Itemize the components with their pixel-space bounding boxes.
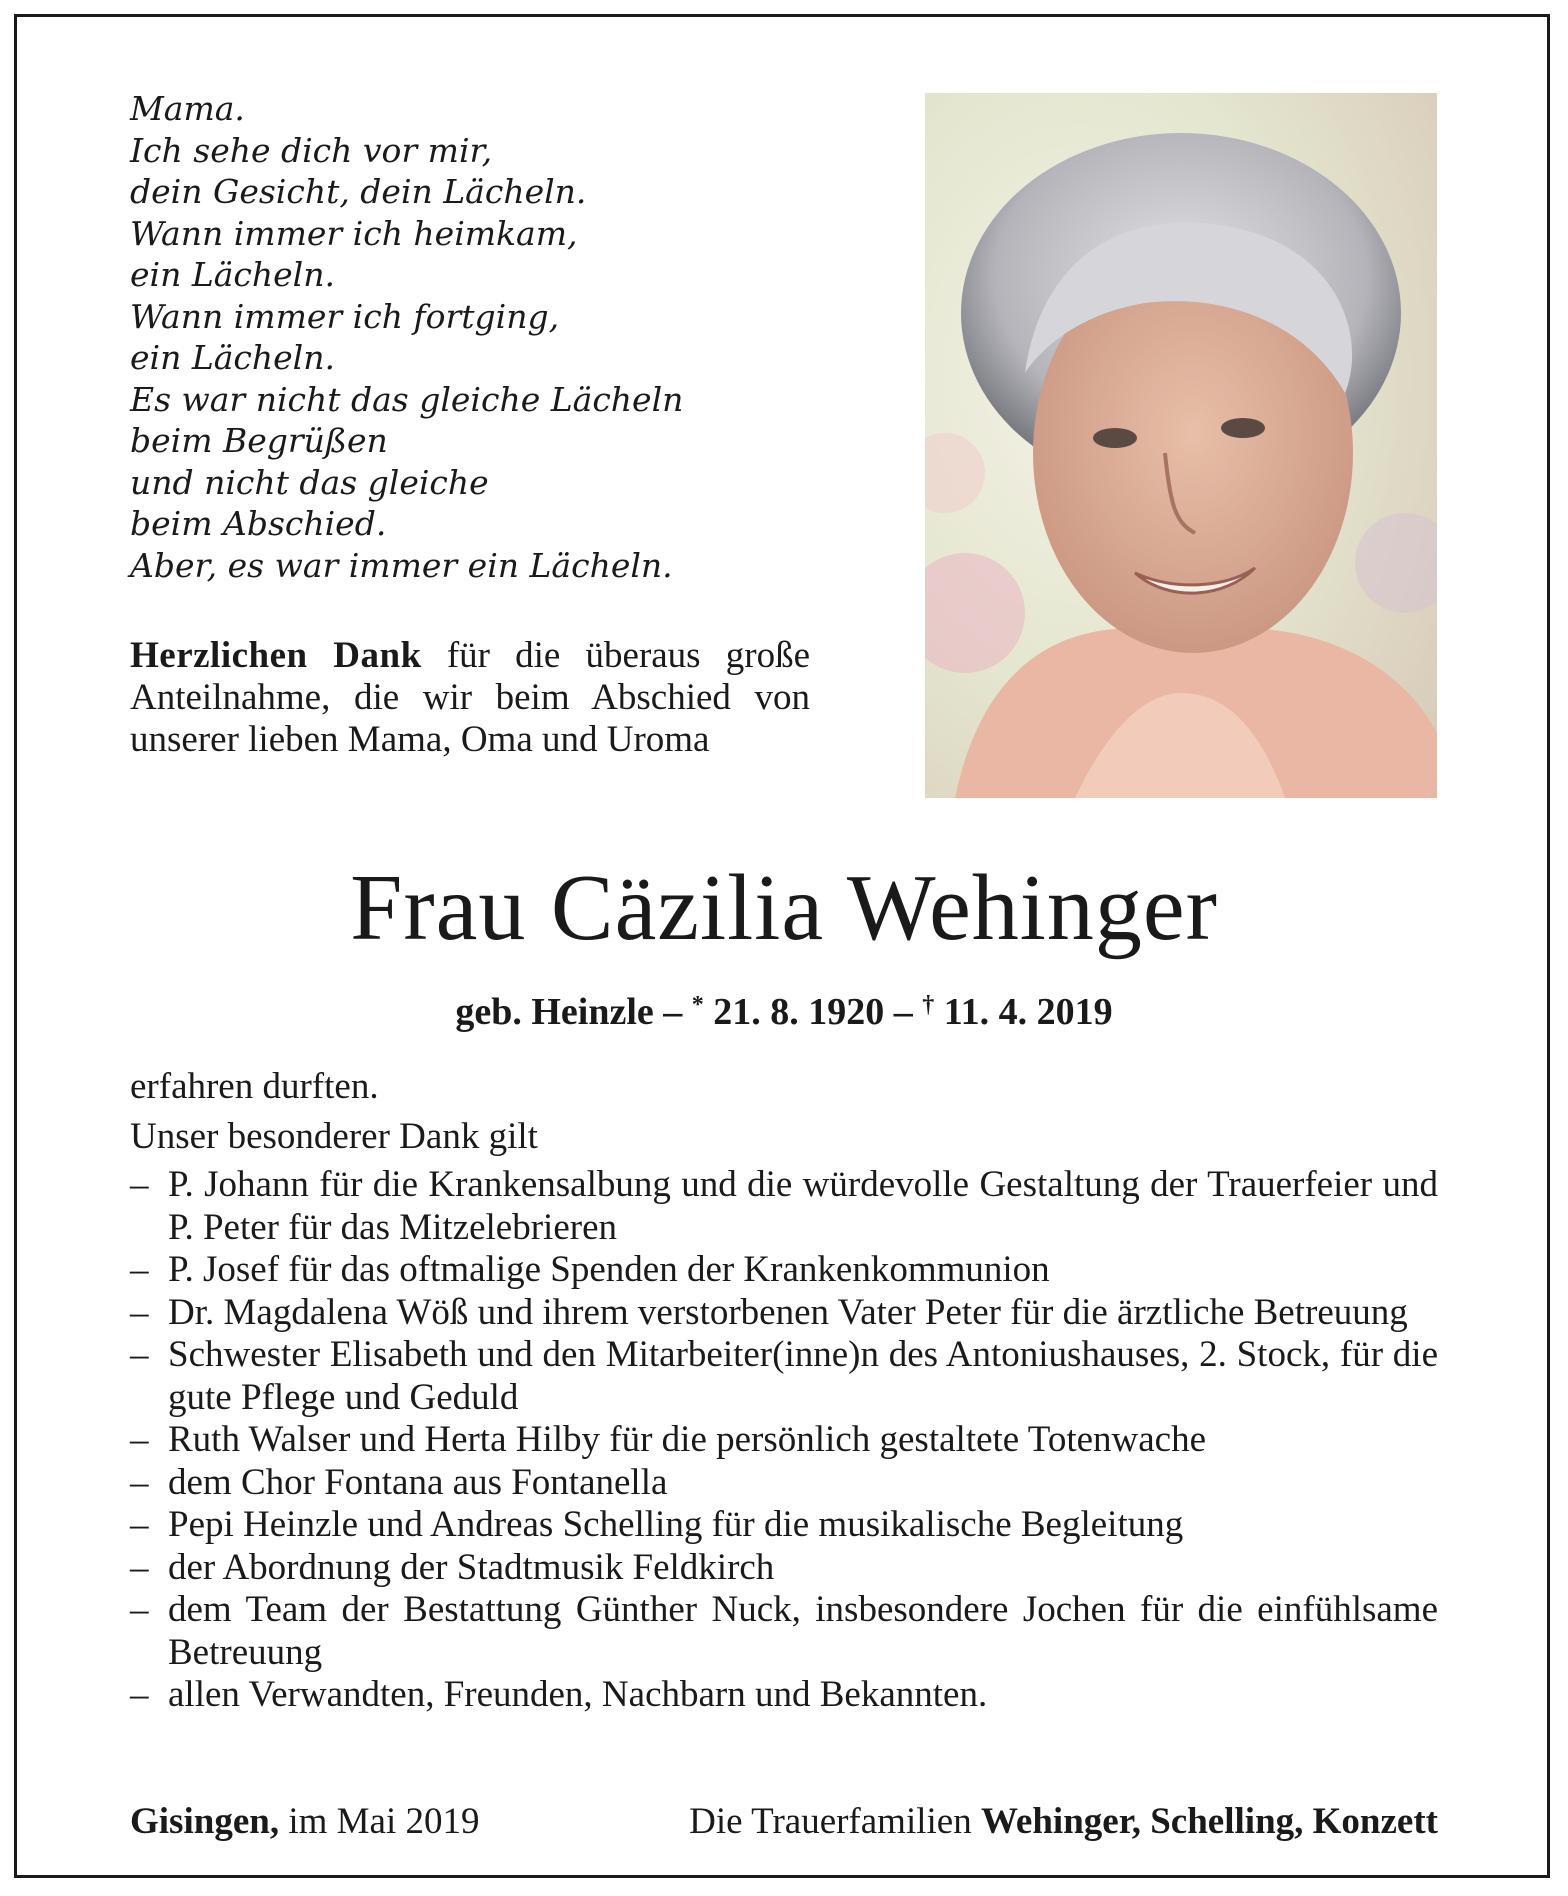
list-item bbox=[130, 1334, 1438, 1419]
thanks-rest: für die überaus große Anteilnahme, die wir beim Abschied von unserer lieben Mama, Oma und Uroma bbox=[130, 635, 810, 760]
poem bbox=[130, 88, 830, 586]
poem-line: beim Begrüßen bbox=[130, 421, 388, 460]
list-dash: – bbox=[130, 1674, 149, 1715]
list-item bbox=[130, 1249, 1438, 1292]
list-item bbox=[130, 1674, 1438, 1717]
thanks-body bbox=[130, 1066, 1438, 1717]
thanks-paragraph bbox=[130, 635, 810, 761]
list-dash: – bbox=[130, 1589, 149, 1630]
family-prefix: Die Trauerfamilien bbox=[689, 1801, 981, 1842]
list-item bbox=[130, 1589, 1438, 1674]
list-item bbox=[130, 1504, 1438, 1547]
deceased-dates bbox=[0, 983, 1568, 1034]
list-item-text: Ruth Walser und Herta Hilby für die persönlich gestaltete Totenwache bbox=[168, 1419, 1207, 1460]
place: Gisingen, bbox=[130, 1801, 280, 1842]
poem-line: Mama. bbox=[130, 89, 245, 128]
list-dash: – bbox=[130, 1419, 149, 1460]
list-item bbox=[130, 1547, 1438, 1590]
list-dash: – bbox=[130, 1504, 149, 1545]
separator: – bbox=[884, 991, 923, 1033]
continued-text: erfahren durften. bbox=[130, 1066, 379, 1107]
birth-symbol: * bbox=[691, 992, 704, 1018]
death-date: 11. 4. 2019 bbox=[934, 991, 1113, 1033]
list-item bbox=[130, 1292, 1438, 1335]
list-item-text: dem Chor Fontana aus Fontanella bbox=[168, 1461, 668, 1503]
list-item bbox=[130, 1419, 1438, 1462]
list-dash: – bbox=[130, 1334, 149, 1375]
birth-date: 21. 8. 1920 bbox=[703, 991, 885, 1033]
poem-line: ein Lächeln. bbox=[130, 338, 335, 377]
list-dash: – bbox=[130, 1164, 149, 1205]
poem-line: dein Gesicht, dein Lächeln. bbox=[130, 172, 587, 211]
place-date bbox=[130, 1800, 480, 1844]
list-item-text: dem Team der Bestattung Günther Nuck, insbesondere Jochen für die einfühlsame Betreuung bbox=[168, 1589, 1438, 1673]
portrait-photo bbox=[925, 93, 1437, 798]
mourning-families bbox=[689, 1800, 1438, 1844]
list-item-text: Dr. Magdalena Wöß und ihrem verstorbenen Vater Peter für die ärztliche Betreuung bbox=[168, 1291, 1408, 1333]
list-item bbox=[130, 1164, 1438, 1249]
family-names: Wehinger, Schelling, Konzett bbox=[980, 1801, 1438, 1842]
poem-line: Aber, es war immer ein Lächeln. bbox=[130, 545, 673, 585]
list-dash: – bbox=[130, 1546, 149, 1588]
poem-line: beim Abschied. bbox=[130, 504, 387, 543]
list-item-text: P. Johann für die Krankensalbung und die würdevolle Gestaltung der Trauerfeier und P. Peter für das Mitzelebrieren bbox=[168, 1164, 1438, 1248]
list-dash: – bbox=[130, 1249, 149, 1290]
deceased-name: Frau Cäzilia Wehinger bbox=[350, 856, 1218, 960]
list-item-text: Schwester Elisabeth und den Mitarbeiter(inne)n des Antoniushauses, 2. Stock, für die gute Pflege und Geduld bbox=[168, 1334, 1438, 1418]
death-symbol: † bbox=[922, 992, 935, 1018]
list-item-text: Pepi Heinzle und Andreas Schelling für die musikalische Begleitung bbox=[168, 1504, 1184, 1545]
born-name: geb. Heinzle bbox=[455, 991, 654, 1033]
list-item-text: allen Verwandten, Freunden, Nachbarn und Bekannten. bbox=[168, 1674, 988, 1715]
poem-line: Ich sehe dich vor mir, bbox=[130, 130, 493, 170]
portrait-illustration bbox=[925, 93, 1437, 798]
list-dash: – bbox=[130, 1461, 149, 1503]
intro-text: Unser besonderer Dank gilt bbox=[130, 1115, 538, 1157]
poem-line: Wann immer ich fortging, bbox=[130, 296, 560, 336]
poem-line: und nicht das gleiche bbox=[130, 462, 489, 502]
poem-line: Wann immer ich heimkam, bbox=[130, 213, 578, 253]
thanks-bold: Herzlichen Dank bbox=[130, 635, 422, 676]
list-item-text: P. Josef für das oftmalige Spenden der Krankenkommunion bbox=[168, 1249, 1050, 1290]
list-item-text: der Abordnung der Stadtmusik Feldkirch bbox=[168, 1546, 775, 1588]
poem-line: Es war nicht das gleiche Lächeln bbox=[130, 379, 684, 419]
separator: – bbox=[653, 991, 692, 1033]
list-item bbox=[130, 1462, 1438, 1505]
poem-line: ein Lächeln. bbox=[130, 255, 335, 294]
thanks-list bbox=[130, 1164, 1438, 1717]
date: im Mai 2019 bbox=[279, 1801, 480, 1842]
list-dash: – bbox=[130, 1291, 149, 1333]
